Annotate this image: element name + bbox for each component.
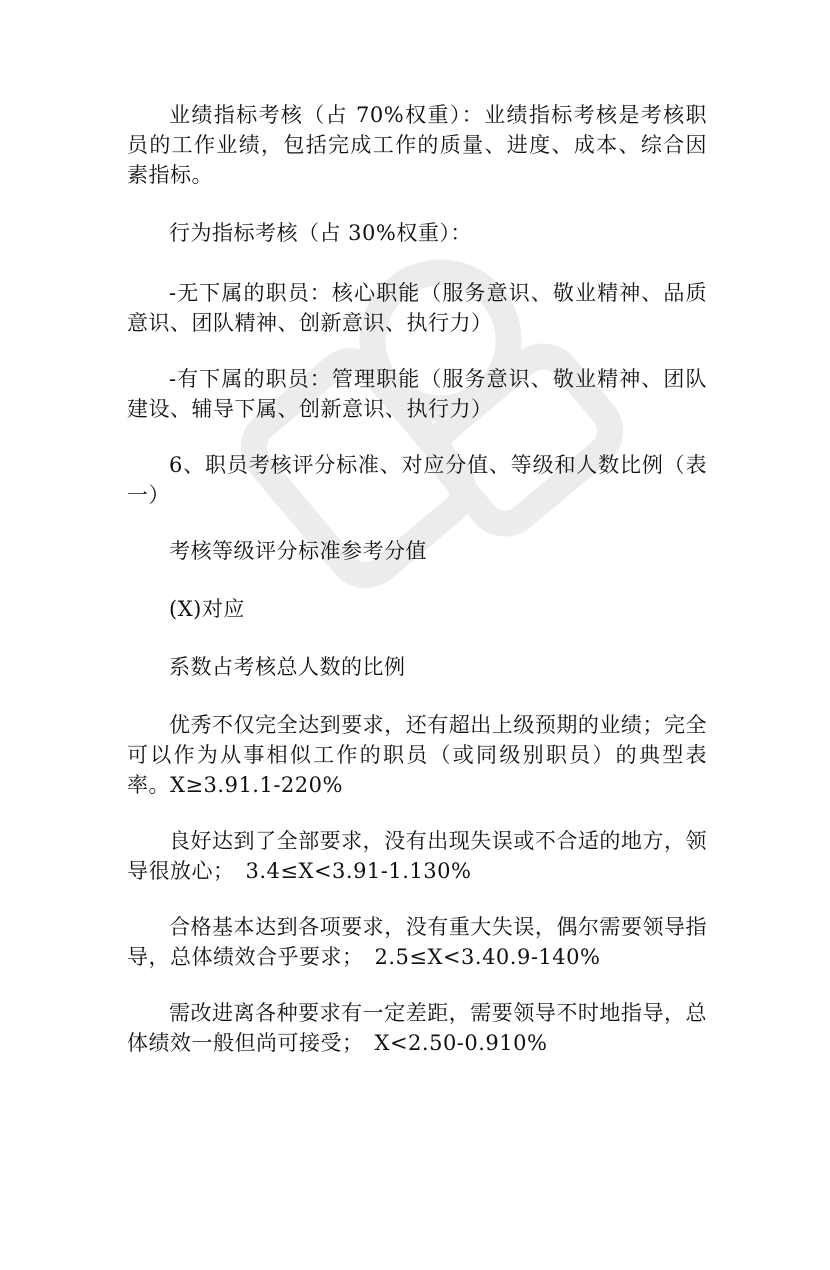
paragraph-x-corresponding: (X)对应: [169, 597, 245, 621]
paragraph-coefficient-ratio: 系数占考核总人数的比例: [169, 655, 406, 679]
paragraph-performance-indicators: 业绩指标考核（占 70%权重）：业绩指标考核是考核职员的工作业绩，包括完成工作的质量、进度、成本、综合因素指标。: [127, 103, 707, 187]
paragraph-no-subordinates: -无下属的职员：核心职能（服务意识、敬业精神、品质意识、团队精神、创新意识、执行力）: [127, 281, 707, 335]
paragraph-grade-good: 良好达到了全部要求，没有出现失误或不合适的地方，领导很放心； 3.4≤X<3.91-1.130%: [127, 829, 707, 883]
paragraph-grade-excellent: 优秀不仅完全达到要求，还有超出上级预期的业绩；完全可以作为从事相似工作的职员（或同级别职员）的典型表率。X≥3.91.1-220%: [127, 713, 707, 797]
paragraph-with-subordinates: -有下属的职员：管理职能（服务意识、敬业精神、团队建设、辅导下属、创新意识、执行力）: [127, 367, 707, 421]
paragraph-grade-needs-improvement: 需改进离各种要求有一定差距，需要领导不时地指导，总体绩效一般但尚可接受； X<2.50-0.910%: [127, 1001, 707, 1055]
watermark-logo: [183, 206, 636, 654]
paragraph-grade-standard: 考核等级评分标准参考分值: [169, 539, 427, 563]
paragraph-section-6-heading: 6、职员考核评分标准、对应分值、等级和人数比例（表一）: [127, 453, 707, 507]
paragraph-grade-qualified: 合格基本达到各项要求，没有重大失误，偶尔需要领导指导，总体绩效合乎要求； 2.5≤X<3.40.9-140%: [127, 915, 707, 969]
paragraph-behavior-indicators: 行为指标考核（占 30%权重）：: [169, 221, 472, 245]
watermark-logo-partial: [315, 1050, 545, 1270]
